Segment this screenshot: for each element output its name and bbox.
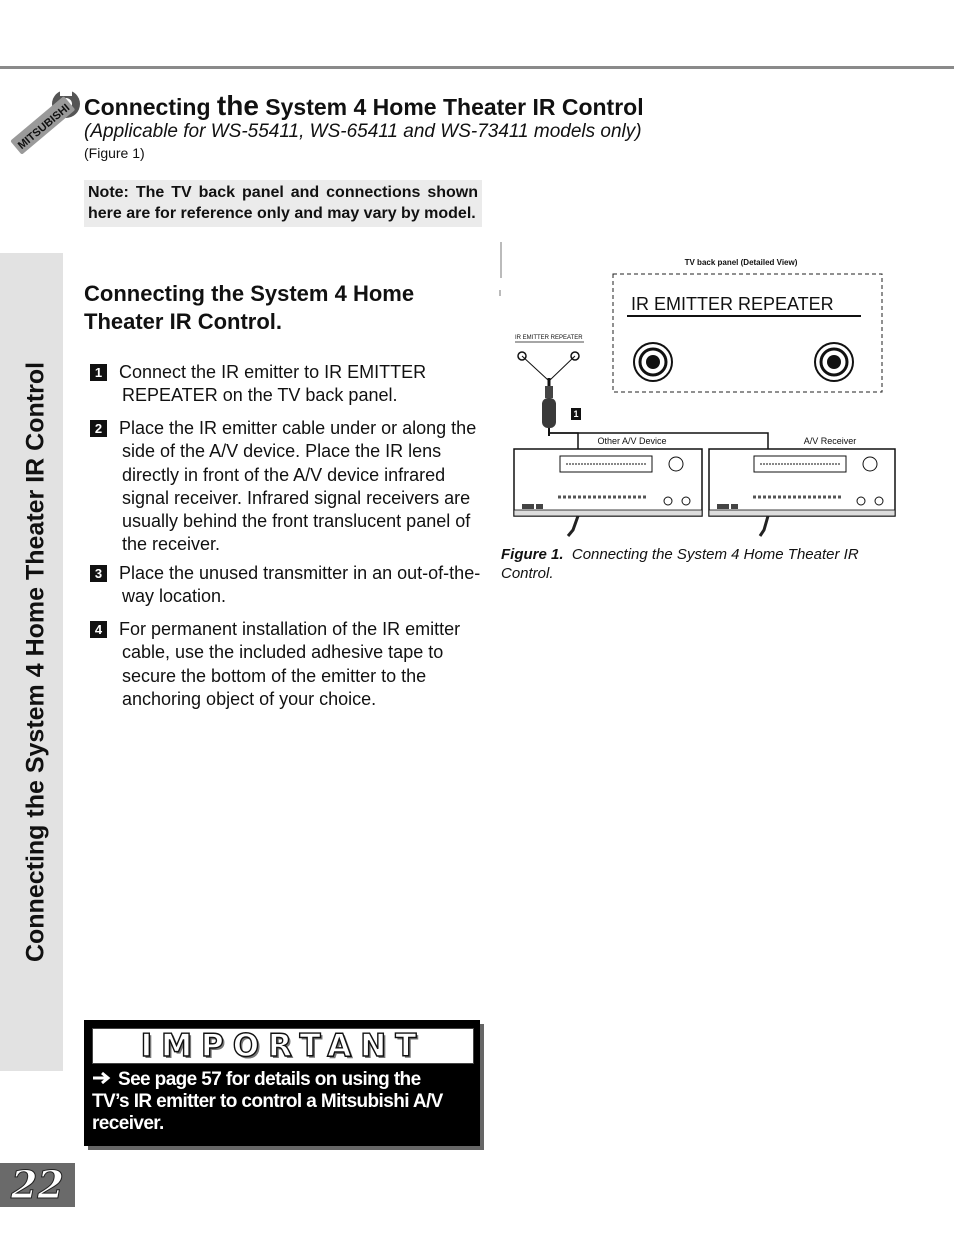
figure-caption-text: Connecting the System 4 Home Theater IR Control.: [501, 546, 859, 582]
section-heading: Connecting the System 4 Home Theater IR Control.: [84, 281, 415, 334]
device-right-label: A/V Receiver: [803, 436, 857, 446]
page-subtitle: (Applicable for WS-55411, WS-65411 and WS-73411 models only): [84, 121, 642, 142]
detail-ir-label: IR EMITTER REPEATER: [631, 294, 834, 314]
callout-number: 1: [573, 409, 579, 419]
step-number: 3: [90, 565, 107, 582]
top-rule: [0, 66, 954, 69]
small-ir-label: IR EMITTER REPEATER: [515, 335, 583, 341]
step-text: Place the unused transmitter in an out-of-the-way location.: [119, 563, 481, 607]
svg-text:MITSUBISHI: MITSUBISHI: [15, 101, 73, 152]
cable-under-right: [760, 516, 768, 536]
important-message: See page 57 for details on using the TV’s IR emitter to control a Mitsubishi A/V receiver.: [92, 1069, 443, 1134]
ir-jack-right-icon: [815, 343, 853, 381]
step-4: [90, 618, 490, 711]
side-tab-label: Connecting the System 4 Home Theater IR Control: [21, 361, 50, 963]
connection-diagram: [498, 240, 898, 540]
av-device-left-icon: [514, 449, 702, 516]
cable-under-left: [568, 516, 578, 536]
page-title: Connecting the System 4 Home Theater IR Control: [84, 90, 644, 121]
figure-caption: [501, 545, 891, 583]
step-text: For permanent installation of the IR emitter cable, use the included adhesive tape to secure the bottom of the emitter to the anchoring object of your choice.: [119, 619, 461, 709]
step-number: 2: [90, 420, 107, 437]
device-left-label: Other A/V Device: [597, 436, 667, 446]
arrow-right-icon: [92, 1071, 114, 1085]
step-number: 1: [90, 364, 107, 381]
figure-reference: (Figure 1): [84, 145, 145, 161]
important-text: [92, 1069, 462, 1135]
ir-emitter-plug-icon: [522, 356, 575, 436]
figure-caption-label: Figure 1.: [501, 546, 564, 563]
av-receiver-icon: [709, 449, 895, 516]
step-number: 4: [90, 621, 107, 638]
step-text: Place the IR emitter cable under or along the side of the A/V device. Place the IR lens directly in front of the A/V device infrared signal receiver. Infrared signal receivers are usually behind the front translucent panel of the receiver.: [119, 418, 477, 555]
page-number: 22: [0, 1163, 75, 1207]
step-3: [90, 562, 490, 609]
step-2: [90, 417, 490, 557]
ir-jack-left-icon: [634, 343, 672, 381]
detail-view-title: TV back panel (Detailed View): [684, 258, 798, 267]
step-1: [90, 361, 490, 408]
note-box: Note: The TV back panel and connections shown here are for reference only and may vary by model.: [84, 180, 482, 227]
mitsubishi-logo-icon: [4, 84, 82, 160]
important-box: [84, 1020, 480, 1146]
step-text: Connect the IR emitter to IR EMITTER REPEATER on the TV back panel.: [119, 362, 427, 406]
important-banner: IMPORTANT: [92, 1028, 474, 1064]
